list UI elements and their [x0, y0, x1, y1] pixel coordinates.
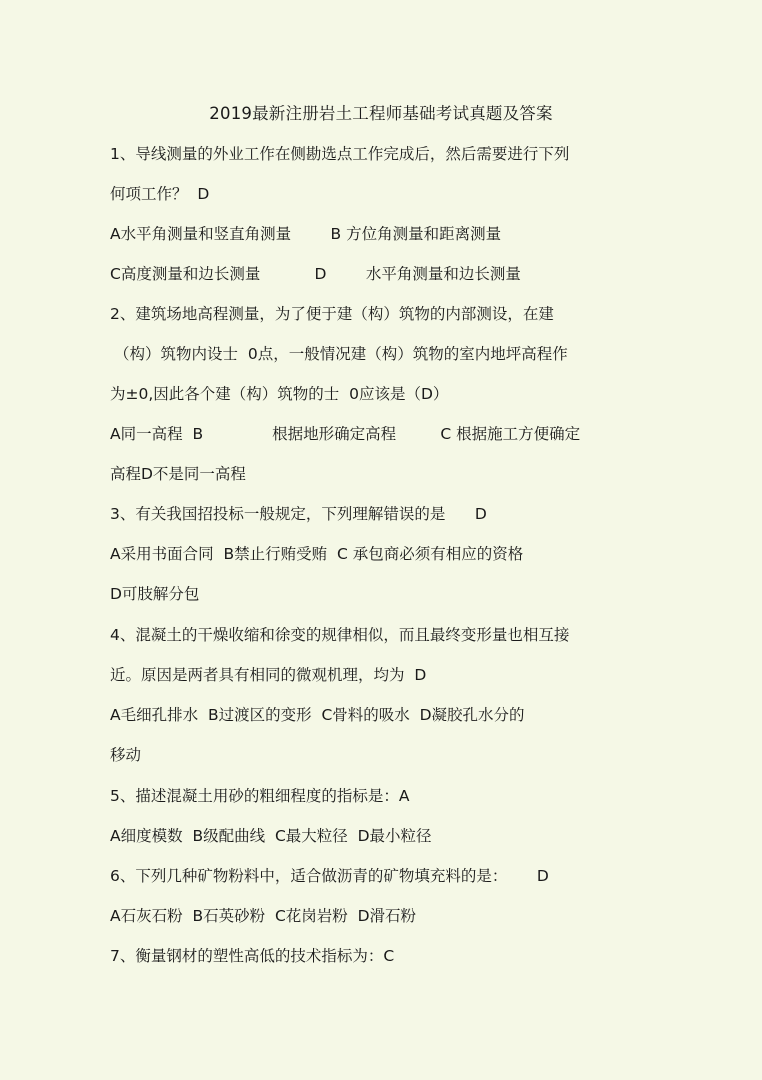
document-title: 2019最新注册岩土工程师基础考试真题及答案: [209, 104, 553, 123]
question-1-line-2: 何项工作？ D: [110, 185, 210, 203]
question-2-line-1: 2、建筑场地高程测量，为了便于建（构）筑物的内部测设，在建: [110, 305, 554, 323]
question-1-options-ab: A水平角测量和竖直角测量 B 方位角测量和距离测量: [110, 225, 502, 243]
question-3-options-line-2: D可肢解分包: [110, 585, 200, 603]
question-6-line-1: 6、下列几种矿物粉料中，适合做沥青的矿物填充料的是： D: [110, 867, 549, 885]
question-2-line-2: （构）筑物内设士 0点，一般情况建（构）筑物的室内地坪高程作: [114, 345, 568, 363]
question-1-options-cd: C高度测量和边长测量 D 水平角测量和边长测量: [110, 265, 521, 283]
question-4-options-line-1: A毛细孔排水 B过渡区的变形 C骨料的吸水 D凝胶孔水分的: [110, 706, 525, 724]
question-7-line-1: 7、衡量钢材的塑性高低的技术指标为：C: [110, 947, 395, 965]
question-2-line-3: 为±0,因此各个建（构）筑物的士 0应该是（D）: [110, 385, 449, 403]
question-2-options-line-2: 高程D不是同一高程: [110, 465, 246, 483]
question-5-options: A细度模数 B级配曲线 C最大粒径 D最小粒径: [110, 827, 432, 845]
question-4-line-1: 4、混凝土的干燥收缩和徐变的规律相似，而且最终变形量也相互接: [110, 626, 570, 644]
question-2-options-line-1: A同一高程 B 根据地形确定高程 C 根据施工方便确定: [110, 425, 581, 443]
question-3-line-1: 3、有关我国招投标一般规定，下列理解错误的是 D: [110, 505, 487, 523]
question-4-line-2: 近。原因是两者具有相同的微观机理，均为 D: [110, 666, 427, 684]
question-3-options-line-1: A采用书面合同 B禁止行贿受贿 C 承包商必须有相应的资格: [110, 545, 524, 563]
question-4-options-line-2: 移动: [110, 746, 142, 764]
question-1-line-1: 1、导线测量的外业工作在侧勘选点工作完成后，然后需要进行下列: [110, 145, 570, 163]
question-6-options: A石灰石粉 B石英砂粉 C花岗岩粉 D滑石粉: [110, 907, 417, 925]
question-5-line-1: 5、描述混凝土用砂的粗细程度的指标是：A: [110, 787, 410, 805]
